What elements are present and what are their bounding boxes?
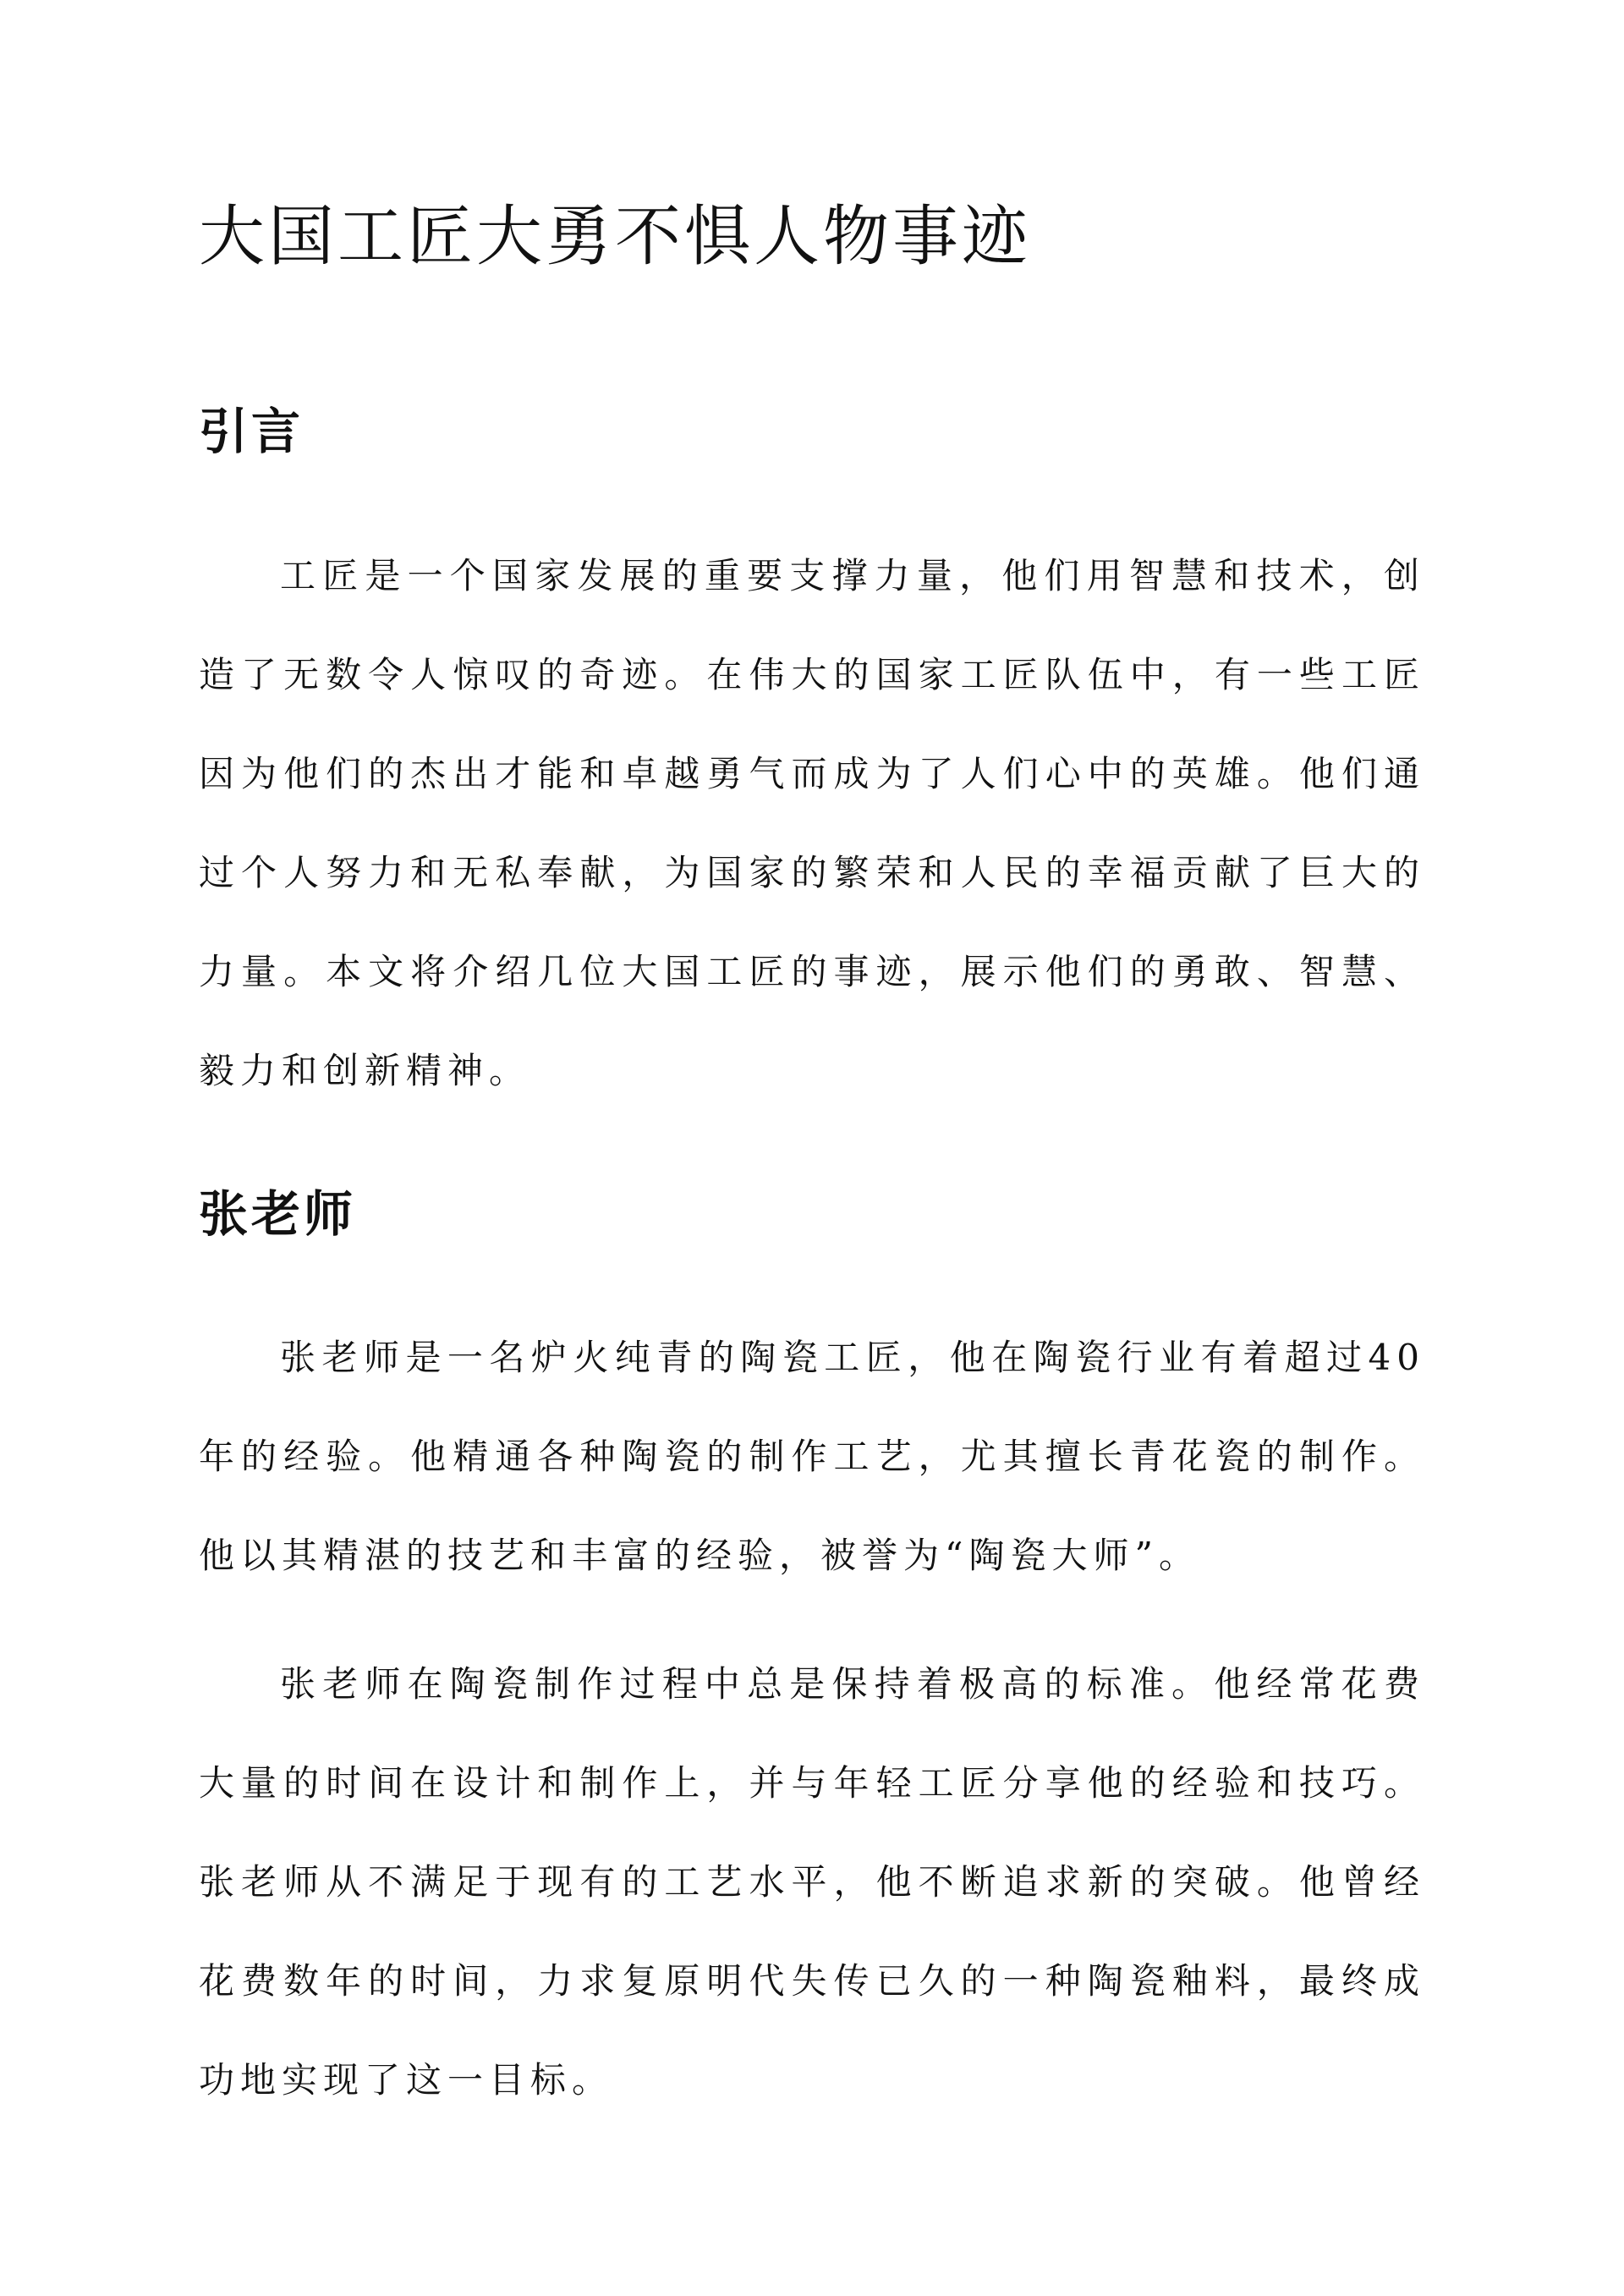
paragraph-introduction: 工匠是一个国家发展的重要支撑力量，他们用智慧和技术，创造了无数令人惊叹的奇迹。在伟大的国家工匠队伍中，有一些工匠因为他们的杰出才能和卓越勇气而成为了人们心中的英雄。他们通过个人努力和无私奉献，为国家的繁荣和人民的幸福贡献了巨大的力量。本文将介绍几位大国工匠的事迹，展示他们的勇敢、智慧、毅力和创新精神。 <box>199 555 1425 1091</box>
paragraph-teacher-zhang-1: 张老师是一名炉火纯青的陶瓷工匠，他在陶瓷行业有着超过40年的经验。他精通各种陶瓷的制作工艺，尤其擅长青花瓷的制作。他以其精湛的技艺和丰富的经验，被誉为“陶瓷大师”。 <box>199 1337 1425 1576</box>
document-title: 大国工匠大勇不惧人物事迹 <box>199 199 1032 275</box>
paragraph-teacher-zhang-2: 张老师在陶瓷制作过程中总是保持着极高的标准。他经常花费大量的时间在设计和制作上，并与年轻工匠分享他的经验和技巧。张老师从不满足于现有的工艺水平，他不断追求新的突破。他曾经花费数年的时间，力求复原明代失传已久的一种陶瓷釉料，最终成功地实现了这一目标。 <box>199 1663 1425 2101</box>
section-heading-teacher-zhang: 张老师 <box>199 1185 357 1243</box>
section-heading-introduction: 引言 <box>199 403 304 460</box>
